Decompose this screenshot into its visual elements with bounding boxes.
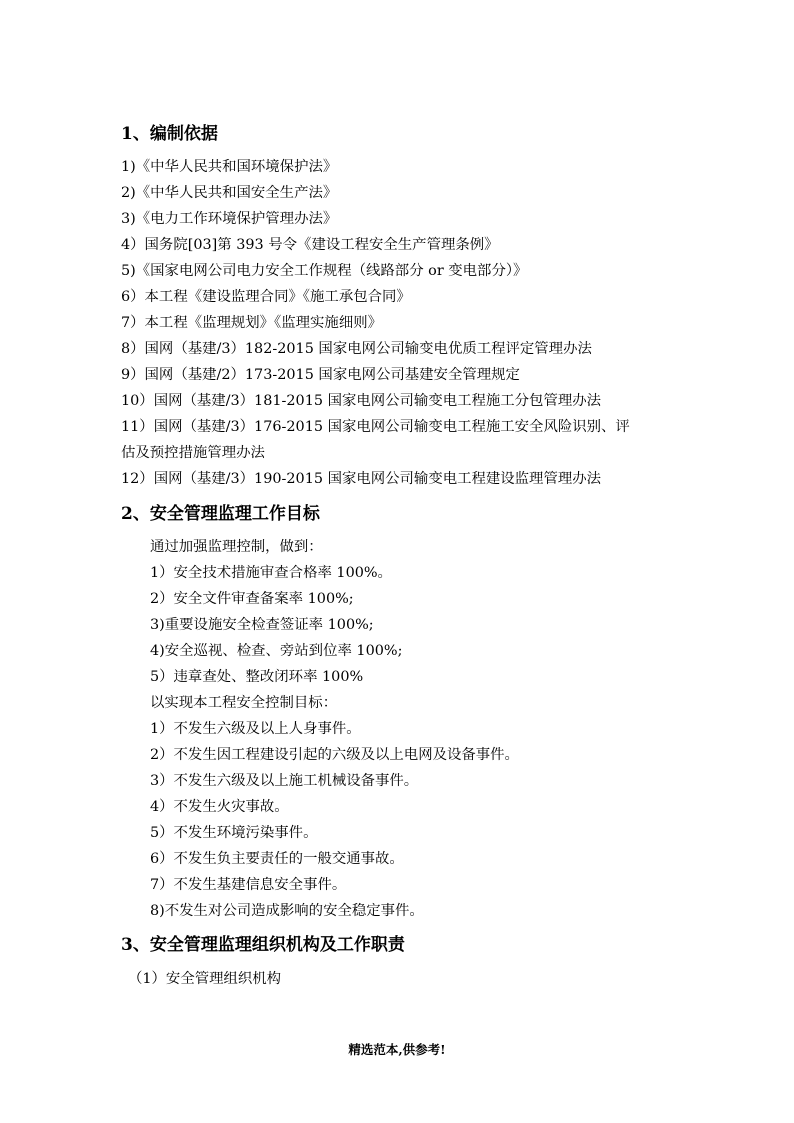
- basis-item-5: 5)《国家电网公司电力安全工作规程（线路部分 or 变电部分）》: [121, 263, 528, 279]
- goal-item-4: 4）不发生火灾事故。: [150, 799, 289, 815]
- section-3-heading: 3、安全管理监理组织机构及工作职责: [121, 935, 405, 955]
- goal-item-2: 2）不发生因工程建设引起的六级及以上电网及设备事件。: [150, 747, 519, 763]
- goal-item-6: 6）不发生负主要责任的一般交通事故。: [150, 851, 404, 867]
- goal-item-7: 7）不发生基建信息安全事件。: [150, 877, 347, 893]
- basis-item-12: 12）国网（基建/3）190-2015 国家电网公司输变电工程建设监理管理办法: [121, 471, 602, 487]
- basis-item-8: 8）国网（基建/3）182-2015 国家电网公司输变电优质工程评定管理办法: [121, 341, 592, 357]
- target-item-2: 2）安全文件审查备案率 100%;: [150, 591, 354, 607]
- page-footer: 精选范本,供参考!: [348, 1042, 446, 1057]
- basis-item-11: 11）国网（基建/3）176-2015 国家电网公司输变电工程施工安全风险识别、评: [121, 419, 630, 435]
- basis-item-10: 10）国网（基建/3）181-2015 国家电网公司输变电工程施工分包管理办法: [121, 393, 602, 409]
- goal-item-8: 8)不发生对公司造成影响的安全稳定事件。: [150, 903, 424, 919]
- goal-item-5: 5）不发生环境污染事件。: [150, 825, 318, 841]
- goals-intro: 以实现本工程安全控制目标：: [150, 695, 338, 711]
- target-item-1: 1）安全技术措施审查合格率 100%。: [150, 565, 392, 581]
- target-item-4: 4)安全巡视、检查、旁站到位率 100%;: [150, 643, 403, 659]
- basis-item-7: 7）本工程《监理规划》《监理实施细则》: [121, 315, 382, 331]
- basis-item-11-cont: 估及预控措施管理办法: [121, 445, 265, 461]
- basis-item-4: 4）国务院[03]第 393 号令《建设工程安全生产管理条例》: [121, 237, 499, 253]
- section-2-heading: 2、安全管理监理工作目标: [121, 504, 320, 524]
- basis-item-3: 3)《电力工作环境保护管理办法》: [121, 211, 338, 227]
- goal-item-3: 3）不发生六级及以上施工机械设备事件。: [150, 773, 419, 789]
- basis-item-6: 6）本工程《建设监理合同》《施工承包合同》: [121, 289, 411, 305]
- section-1-heading: 1、编制依据: [121, 124, 218, 144]
- goal-item-1: 1）不发生六级及以上人身事件。: [150, 721, 361, 737]
- section-3-subheading: （1）安全管理组织机构: [128, 971, 282, 987]
- target-item-5: 5）违章查处、整改闭环率 100%: [150, 669, 364, 685]
- basis-item-2: 2)《中华人民共和国安全生产法》: [121, 185, 338, 201]
- target-item-3: 3)重要设施安全检查签证率 100%;: [150, 617, 374, 633]
- targets-intro: 通过加强监理控制，做到：: [150, 539, 323, 555]
- basis-item-1: 1)《中华人民共和国环境保护法》: [121, 159, 338, 175]
- basis-item-9: 9）国网（基建/2）173-2015 国家电网公司基建安全管理规定: [121, 367, 520, 383]
